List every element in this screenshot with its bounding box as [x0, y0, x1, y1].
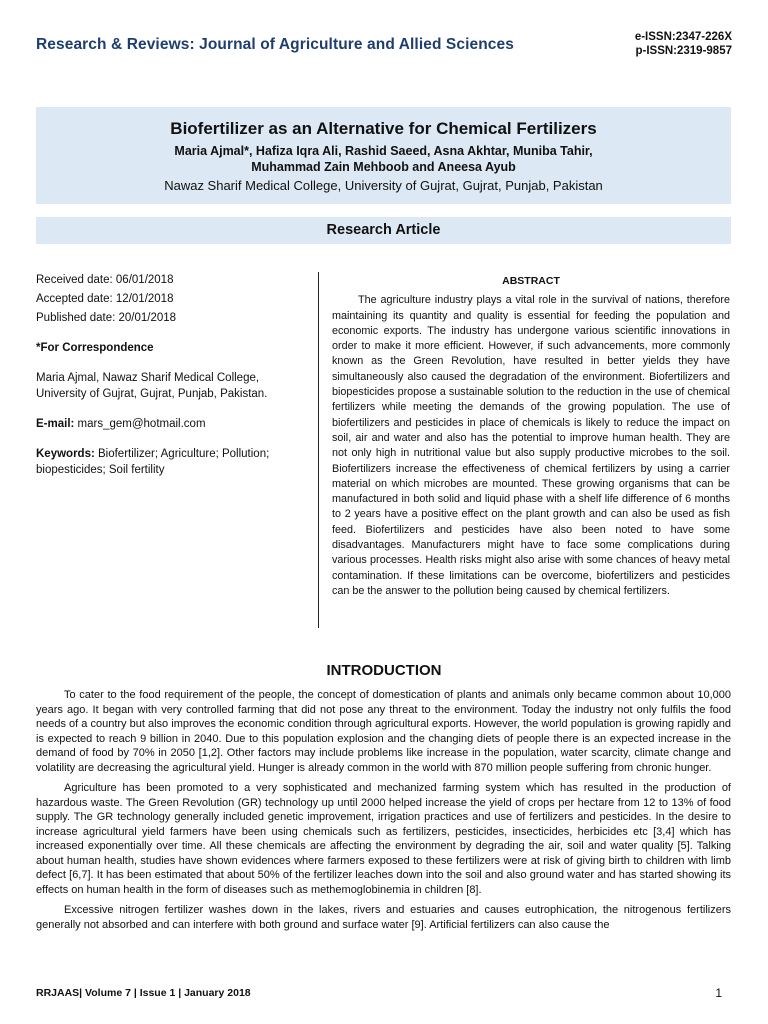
page-number: 1: [715, 986, 722, 1000]
journal-title: Research & Reviews: Journal of Agriculture and Allied Sciences: [36, 36, 514, 53]
title-banner: [36, 107, 731, 204]
introduction-heading: INTRODUCTION: [326, 662, 442, 679]
column-divider: [318, 272, 319, 628]
accepted-date: Accepted date: 12/01/2018: [36, 293, 174, 305]
pissn: p-ISSN:2319-9857: [635, 45, 732, 57]
abstract-section: [332, 274, 730, 599]
authors-line-2: Muhammad Zain Mehboob and Aneesa Ayub: [251, 160, 516, 174]
footer-citation: RRJAAS| Volume 7 | Issue 1 | January 2018: [36, 987, 251, 999]
issn-block: [635, 30, 732, 58]
intro-paragraph-1: To cater to the food requirement of the people, the concept of domestication of plants and animals only became common about 10,000 years ago. It began with very controlled farming that did not pose any threat to the environment. Today the industry not only fulfils the food needs of a country but also improves the economic condition through agricultural exports. However, the world population is growing rapidly and is expected to reach 9 billion in 2040. Due to this population explosion and the changing diets of people there is an expected increase in the demand of food by 70% in 2050 [1,2]. Other factors may include problems like increase in the population, water scarcity, climate change and volatility are decreasing the agricultural yield. Hunger is already common in the world with 870 million people suffering from chronic hunger.: [36, 689, 731, 774]
article-type-banner: Research Article: [36, 217, 731, 244]
article-title: Biofertilizer as an Alternative for Chemical Fertilizers: [170, 119, 597, 138]
published-date: Published date: 20/01/2018: [36, 312, 177, 324]
affiliation: Nawaz Sharif Medical College, University of Gujrat, Gujrat, Punjab, Pakistan: [164, 178, 603, 193]
keywords-label: Keywords:: [36, 448, 95, 460]
keywords-line: [36, 446, 296, 478]
intro-paragraph-2: Agriculture has been promoted to a very sophisticated and mechanized farming system which has resulted in the production of hazardous waste. The Green Revolution (GR) technology up until 2000 helped increase the yield of crops per hectare from 12 to 13% of food supply. The GR technology generally included genetic improvement, irrigation practices and use of fertilizers and pesticides. In the desire to increase agricultural yield farmers have been using chemicals such as fertilizers, pesticides, insecticides, herbicides etc [3,4] which has increased exponentially over time. All these chemicals are affecting the environment by degrading the air, soil and water quality [5]. Talking about human health, studies have shown evidences where farmers exposed to these fertilizers were at risk of giving birth to children with limb defect [6,7]. It has been estimated that about 50% of the fertilizer leaches down into the soil and also ground water and has started showing its effects on human health in the form of diseases such as methemoglobinemia in children [8].: [36, 782, 731, 896]
abstract-heading: ABSTRACT: [502, 275, 560, 287]
email-address[interactable]: mars_gem@hotmail.com: [74, 418, 206, 430]
email-label: E-mail:: [36, 418, 75, 430]
authors-line-1: Maria Ajmal*, Hafiza Iqra Ali, Rashid Saeed, Asna Akhtar, Muniba Tahir,: [174, 144, 593, 158]
intro-paragraph-3: Excessive nitrogen fertilizer washes down in the lakes, rivers and estuaries and causes eutrophication, the nitrogenous fertilizers generally not absorbed and can interfere with both ground and surface water [9]. Artificial fertilizers can also cause the: [36, 904, 731, 931]
correspondence-label: *For Correspondence: [36, 342, 154, 354]
keywords-text: Biofertilizer; Agriculture; Pollution; biopesticides; Soil fertility: [36, 448, 270, 476]
correspondence-address: Maria Ajmal, Nawaz Sharif Medical College, University of Gujrat, Gujrat, Punjab, Pakistan.: [36, 372, 268, 400]
eissn: e-ISSN:2347-226X: [634, 31, 732, 43]
article-info: [36, 272, 296, 478]
abstract-text: The agriculture industry plays a vital role in the survival of nations, therefore maintaining its quantity and quality is essential for feeding the population and economic exports. The industry has undergone various scientific innovations in order to make it more efficient. However, if such advancements, more commonly known as the Green Revolution, have resulted in better yields they have simultaneously also caused the degradation of the environment. Biofertilizers and biopesticides propose a sustainable solution to the reduction in the use of chemical fertilizers while meeting the demands of the growing population. The use of biofertilizers and pesticides in place of chemicals is likely to reduce the impact on soil, air and water and also has the potential to improve human health. They are not only high in nutritional value but also supply productive microbes to the soil. Biofertilizers increase the effectiveness of chemical fertilizers by using a carrier material on which microbes are mounted. These growing organisms that can be manufactured in both solid and liquid phase with a shelf life difference of 6 months to 2 years have a positive effect on the plant growth and can also be used as fish feed. Biofertilizers and pesticides have also been noted to have some disadvantages. Manufacturers might have to face some complications during various processes. Health risks might also arise with some chances of heavy metal contamination. If these limitations can be overcome, biofertilizers and pesticides can be the answer to the pollution being caused by chemical fertilizers.: [332, 294, 730, 597]
introduction-section: [36, 688, 731, 938]
email-line: [36, 416, 296, 432]
author-list: [36, 143, 731, 175]
received-date: Received date: 06/01/2018: [36, 274, 174, 286]
